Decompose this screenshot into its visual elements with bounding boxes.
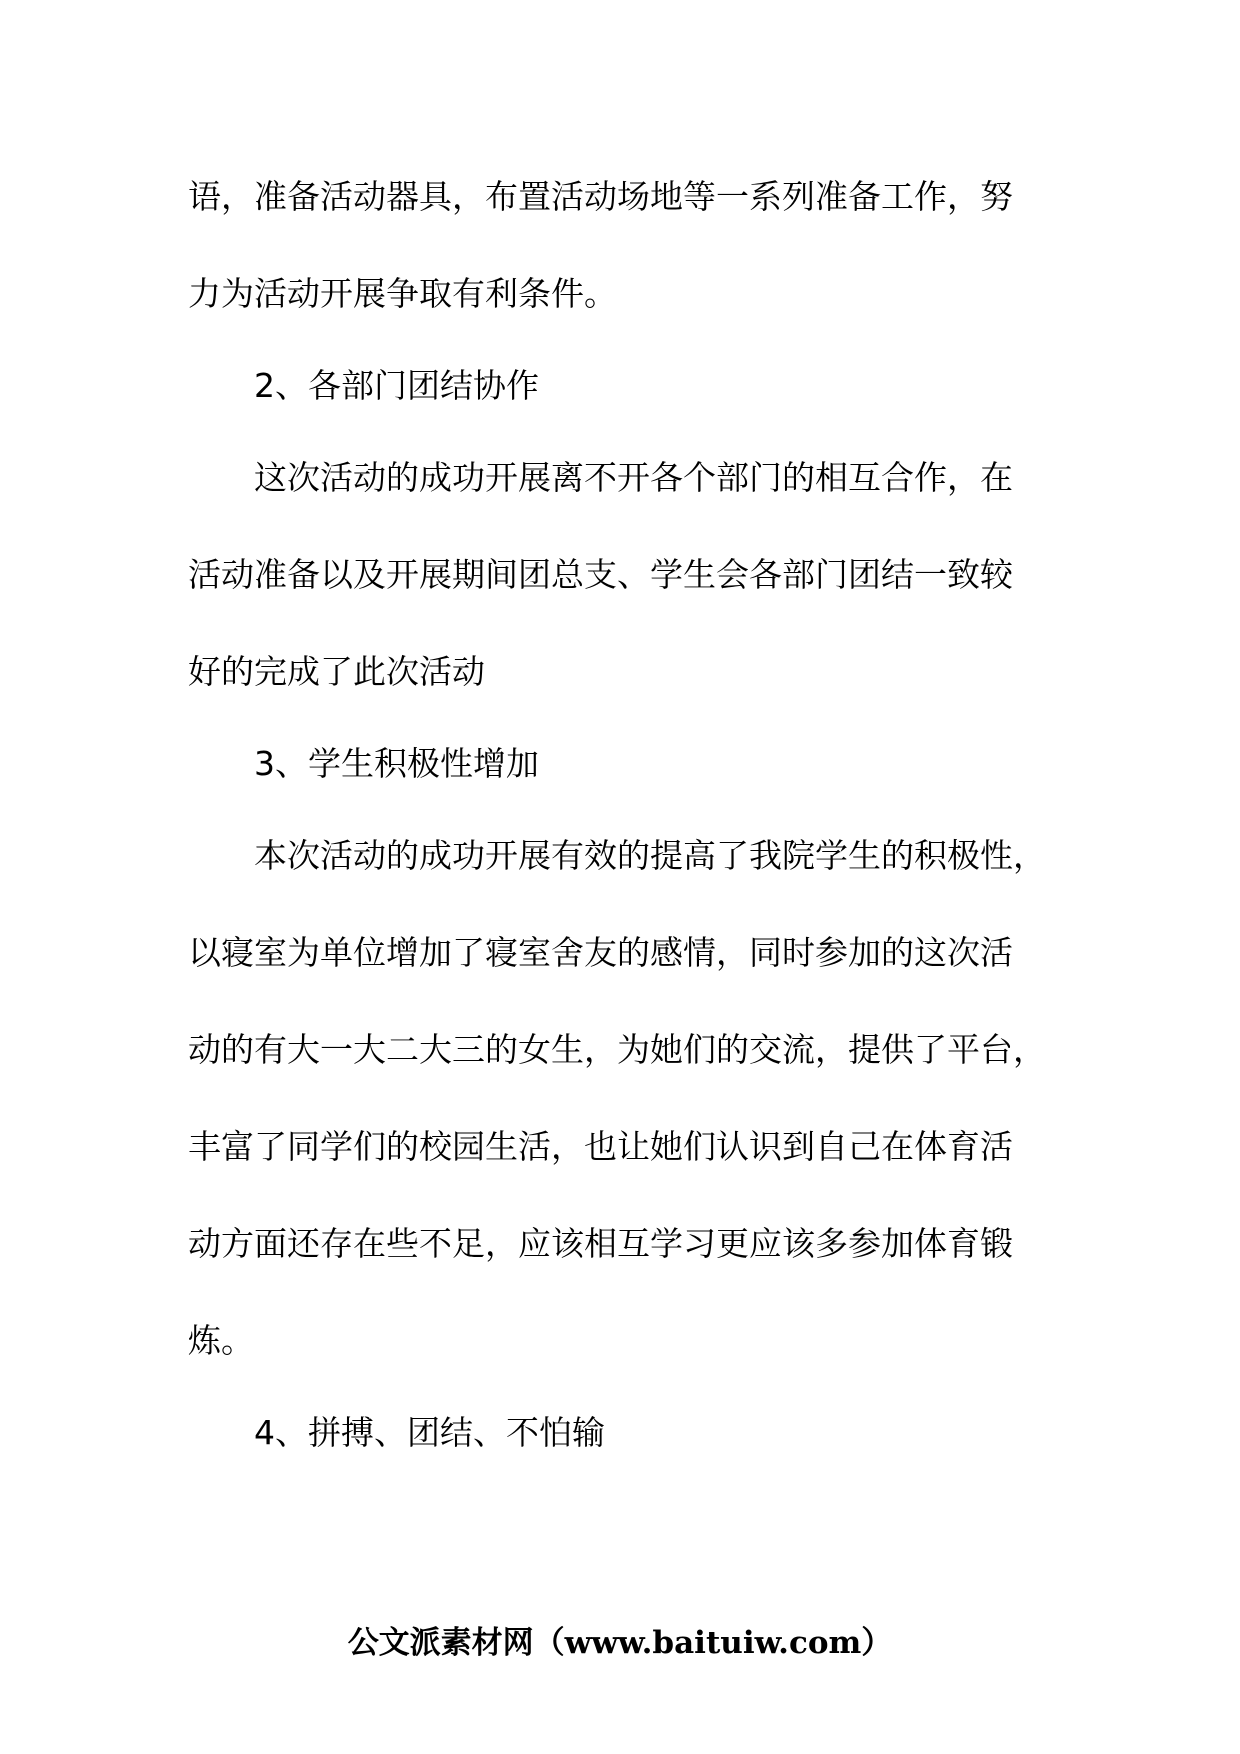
paragraph-line: 语，准备活动器具，布置活动场地等一系列准备工作，努 bbox=[188, 177, 1013, 216]
paragraph-line: 这次活动的成功开展离不开各个部门的相互合作，在 bbox=[254, 458, 1013, 497]
paragraph-line: 好的完成了此次活动 bbox=[188, 652, 485, 691]
paragraph-line: 动方面还存在些不足，应该相互学习更应该多参加体育锻 bbox=[188, 1224, 1013, 1263]
section-heading: 4、拼搏、团结、不怕输 bbox=[254, 1413, 605, 1452]
paragraph-line: 活动准备以及开展期间团总支、学生会各部门团结一致较 bbox=[188, 555, 1013, 594]
paragraph-line: 动的有大一大二大三的女生，为她们的交流，提供了平台， bbox=[188, 1030, 1046, 1069]
paragraph-line: 以寝室为单位增加了寝室舍友的感情，同时参加的这次活 bbox=[188, 933, 1013, 972]
paragraph-line: 本次活动的成功开展有效的提高了我院学生的积极性， bbox=[254, 836, 1046, 875]
paragraph-line: 丰富了同学们的校园生活，也让她们认识到自己在体育活 bbox=[188, 1127, 1013, 1166]
section-heading: 2、各部门团结协作 bbox=[254, 366, 539, 405]
paragraph-line: 炼。 bbox=[188, 1321, 254, 1360]
footer-watermark: 公文派素材网（www.baituiw.com） bbox=[347, 1625, 893, 1661]
paragraph-line: 力为活动开展争取有利条件。 bbox=[188, 274, 617, 313]
section-heading: 3、学生积极性增加 bbox=[254, 744, 539, 783]
